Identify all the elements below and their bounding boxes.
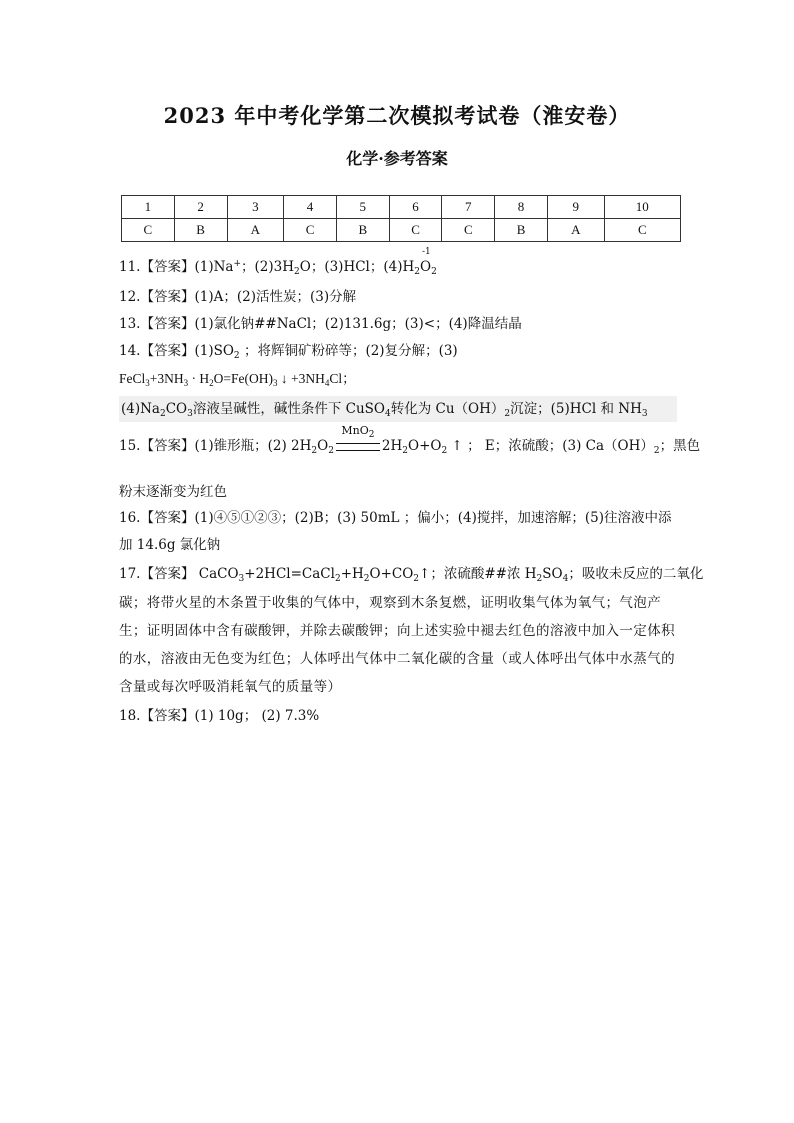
answer-choice: B	[495, 219, 548, 242]
subscript: 4	[324, 378, 330, 388]
answer-17-continuation: 碳；将带火星的木条置于收集的气体中，观察到木条复燃，证明收集气体为氧气；气泡产生；证明固体中含有碳酸钾，并除去碳酸钾；向上述实验中褪去红色的溶液中加入一定体积的水，溶液由无色变为红色；人体呼出气体中二氧化碳的含量（或人体呼出气体中水蒸气的含量或每次呼吸消耗氧气的质量等）	[119, 595, 675, 695]
subscript: 2	[328, 446, 334, 456]
answer-11	[119, 247, 679, 277]
answer-text: +2HCl=CaCl	[244, 566, 335, 582]
question-number: 3	[227, 196, 284, 219]
answer-text: 沉淀；(5)HCl 和 NH	[510, 401, 642, 417]
answer-text: 2H	[381, 438, 403, 454]
subscript: 2	[504, 409, 511, 419]
reaction-equals-sign	[336, 443, 380, 451]
equation-text: · H	[188, 371, 210, 386]
answer-text: O+CO	[369, 566, 414, 582]
answer-choice: B	[336, 219, 389, 242]
element-symbol: O	[420, 259, 432, 275]
answer-choice: C	[389, 219, 442, 242]
answer-text: ↑ ； E；浓硫酸；(3) Ca（OH）	[447, 438, 654, 454]
subscript: 3	[145, 378, 150, 388]
answer-table-answer-row	[122, 219, 681, 242]
answer-text: ；将辉铜矿粉碎等；(2)复分解；(3)	[239, 343, 458, 359]
answer-13: 13.【答案】(1)氯化钠##NaCl；(2)131.6g；(3)<；(4)降温结晶	[119, 316, 522, 332]
answer-text: 11.【答案】(1)Na	[119, 259, 234, 275]
subscript: 2	[536, 574, 543, 584]
question-number: 10	[604, 196, 680, 219]
subscript: 2	[653, 446, 660, 456]
answer-choice: C	[442, 219, 495, 242]
subscript: 3	[273, 378, 278, 388]
answer-14-equation	[119, 367, 679, 388]
subscript: 2	[233, 351, 240, 361]
equation-text: FeCl	[119, 371, 146, 386]
question-number: 8	[495, 196, 548, 219]
answer-text: ↑；浓硫酸##浓 H	[419, 566, 537, 582]
answer-text: 转化为 Cu（OH）	[390, 401, 505, 417]
equation-text: +3NH	[149, 371, 184, 386]
page-subtitle: 化学·参考答案	[346, 149, 448, 168]
equation-text: O=Fe(OH)	[213, 371, 273, 386]
valence-oxygen	[420, 247, 432, 275]
answer-18: 18.【答案】(1) 10g； (2) 7.3%	[119, 708, 320, 724]
answer-16-line-2: 加 14.6g 氯化钠	[119, 537, 221, 553]
valence-mark: -1	[422, 247, 431, 257]
subscript: 2	[441, 446, 448, 456]
answer-14-line-3	[119, 396, 677, 422]
answer-text: 溶液呈碱性，碱性条件下 CuSO	[192, 401, 385, 417]
subscript: 2	[414, 267, 420, 277]
catalyst-label: MnO	[341, 424, 369, 437]
question-number: 9	[547, 196, 604, 219]
answer-table-number-row	[122, 196, 681, 219]
subscript: 2	[209, 378, 214, 388]
subscript: 3	[187, 409, 193, 419]
answer-text: (4)Na	[121, 401, 160, 417]
answer-17-line-1	[119, 562, 704, 584]
answer-12: 12.【答案】(1)A；(2)活性炭；(3)分解	[119, 289, 357, 305]
question-number: 7	[442, 196, 495, 219]
subscript: 2	[311, 446, 318, 456]
answer-choice: A	[227, 219, 284, 242]
answer-text: O+O	[408, 438, 442, 454]
answer-text: O	[317, 438, 329, 454]
answer-choice: B	[174, 219, 227, 242]
answer-choice: C	[604, 219, 680, 242]
subscript: 4	[562, 574, 569, 584]
subscript: 2	[402, 446, 409, 456]
answer-choice: C	[122, 219, 175, 242]
question-number: 6	[389, 196, 442, 219]
subscript: 2	[413, 574, 420, 584]
question-number: 4	[284, 196, 337, 219]
answer-text: SO	[542, 566, 563, 582]
subscript: 3	[238, 574, 245, 584]
subscript: 2	[294, 267, 300, 277]
answer-text: CO	[165, 401, 188, 417]
answer-14-line-1	[119, 339, 679, 361]
answer-text: 17.【答案】 CaCO	[119, 566, 239, 582]
answer-choice: A	[547, 219, 604, 242]
answer-16-line-1: 16.【答案】(1)④⑤①②③；(2)B；(3) 50mL ；偏小；(4)搅拌，加速溶解；(5)往溶液中添	[119, 510, 672, 526]
catalyst-condition	[334, 424, 382, 454]
subscript: 2	[334, 574, 341, 584]
answer-text: 14.【答案】(1)SO	[119, 343, 234, 359]
answer-15-line-1	[119, 424, 701, 456]
subscript: 2	[431, 267, 437, 277]
subscript: 3	[641, 409, 648, 419]
answer-choice: C	[284, 219, 337, 242]
ion-charge: +	[233, 259, 242, 269]
answer-table	[121, 195, 681, 242]
question-number: 1	[122, 196, 175, 219]
answer-text: +H	[340, 566, 364, 582]
answer-text: ；黑色	[659, 438, 701, 454]
subscript: 2	[159, 409, 166, 419]
question-number: 5	[336, 196, 389, 219]
answer-text: 15.【答案】(1)锥形瓶；(2) 2H	[119, 438, 312, 454]
subscript: 2	[368, 430, 375, 440]
equation-text: ↓ +3NH	[277, 371, 325, 386]
answer-text: ；(2)3H	[241, 259, 295, 275]
answer-15-line-2: 粉末逐渐变为红色	[119, 484, 227, 500]
subscript: 4	[385, 409, 391, 419]
subscript: 3	[183, 378, 189, 388]
equation-text: Cl；	[329, 371, 356, 386]
subscript: 2	[363, 574, 370, 584]
answer-text: O；(3)HCl；(4)H	[299, 259, 415, 275]
page-title: 2023 年中考化学第二次模拟考试卷（淮安卷）	[163, 103, 631, 128]
answer-text: ；吸收未反应的二氧化	[568, 566, 704, 582]
question-number: 2	[174, 196, 227, 219]
